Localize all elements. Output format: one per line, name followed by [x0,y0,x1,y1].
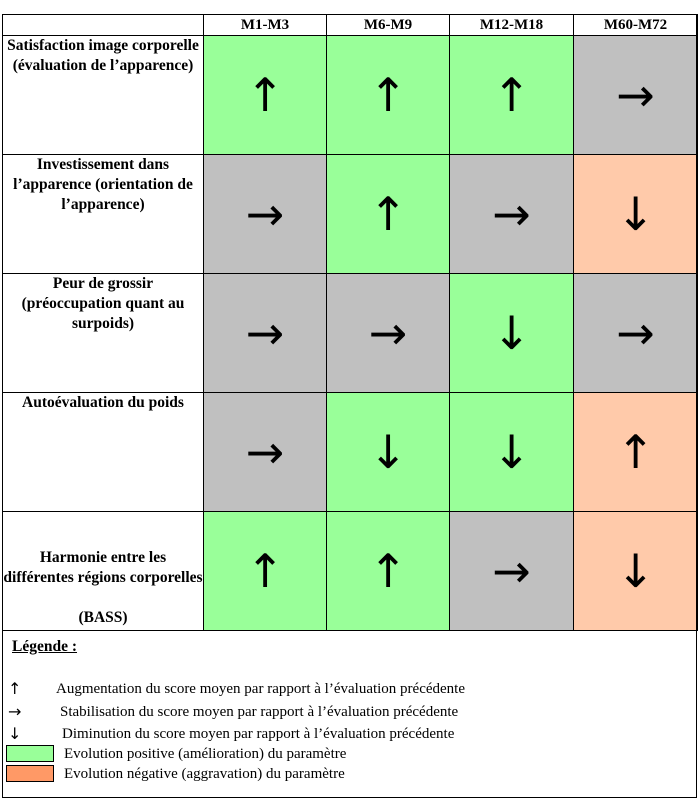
legend-up-text: Augmentation du score moyen par rapport à l’évaluation précédente [56,681,466,697]
arrow-right-icon: → [450,512,574,631]
row-label: Autoévaluation du poids [3,393,204,512]
arrow-up-icon: ↑ [327,36,450,155]
arrow-up-icon: ↑ [204,36,327,155]
arrow-down-icon: ↓ [574,155,698,274]
arrow-down-icon: ↓ [327,393,450,512]
arrow-right-icon: → [574,274,698,393]
arrow-right-icon: → [574,36,698,155]
arrow-right-icon: → [204,393,327,512]
arrow-right-icon: → [327,274,450,393]
arrow-right-icon: → [204,274,327,393]
outer-frame [2,14,697,798]
row-label-extra: (BASS) [78,609,128,626]
row-label: Peur de grossir (préoccupation quant au surpoids) [3,274,204,393]
arrow-up-icon: ↑ [8,679,22,698]
row-label: Satisfaction image corporelle (évaluation de l’apparence) [3,36,204,155]
arrow-down-icon: ↓ [8,724,22,743]
arrow-right-icon: → [450,155,574,274]
row-label-text: Harmonie entre les différentes régions corporelles [3,549,203,586]
arrow-up-icon: ↑ [574,393,698,512]
arrow-right-icon: → [8,702,22,721]
arrow-down-icon: ↓ [450,274,574,393]
arrow-up-icon: ↑ [204,512,327,631]
legend-right-text: Stabilisation du score moyen par rapport à l’évaluation précédente [60,704,459,720]
col-header: M12-M18 [450,15,574,36]
row-label: Investissement dans l’apparence (orientation de l’apparence) [3,155,204,274]
col-header: M60-M72 [574,15,698,36]
legend-positive-text: Evolution positive (amélioration) du paramètre [64,746,347,762]
arrow-down-icon: ↓ [450,393,574,512]
arrow-up-icon: ↑ [327,155,450,274]
legend-down-text: Diminution du score moyen par rapport à l’évaluation précédente [62,726,455,742]
arrow-up-icon: ↑ [450,36,574,155]
arrow-up-icon: ↑ [327,512,450,631]
arrow-down-icon: ↓ [574,512,698,631]
col-header: M6-M9 [327,15,450,36]
arrow-right-icon: → [204,155,327,274]
legend-title: Légende : [12,638,78,655]
col-header: M1-M3 [204,15,327,36]
legend-negative-text: Evolution négative (aggravation) du paramètre [64,766,345,782]
